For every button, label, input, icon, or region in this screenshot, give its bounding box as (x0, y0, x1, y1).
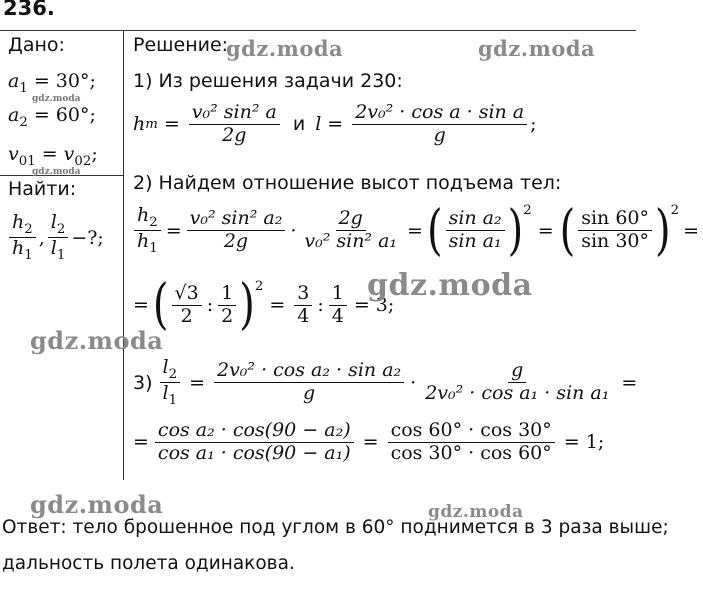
given-v: $v_{01} = v_{02}$; (8, 143, 98, 169)
formula-distance-ratio: 3) $\frac{l_2}{l_1}$ = $\frac{\text{2v₀² · cos a₂ · sin a₂}}{g}$ · $\frac{g}{\text{2v₀² · cos a₁ · sin a₁}}$ = (133, 356, 638, 408)
formula-hm-l: h m = $\frac{\text{v₀² sin² a}}{2g}$ и l = $\frac{\text{2v₀² · cos a · sin a}}{g}$ ; (133, 101, 537, 146)
step-2-text: 2) Найдем отношение высот подъема тел: (133, 172, 562, 194)
formula-cos-result: = $\frac{\text{cos a₂ · cos(90 − a₂)}}{\text{cos a₁ · cos(90 − a₁)}}$ = $\frac{\cos 60^\circ \cdot \cos 30^\circ}{\cos 30^\circ \cdot \cos 60^\circ}$ = 1; (133, 419, 605, 464)
given-heading: Дано: (8, 34, 65, 56)
watermark-gdz-moda: gdz.moda (226, 36, 344, 61)
divider-vertical (123, 30, 124, 480)
watermark-gdz-moda: gdz.moda (367, 268, 533, 303)
answer-line-2: дальность полета одинакова. (2, 553, 295, 574)
problem-number: 236. (3, 0, 55, 20)
formula-height-ratio: $\frac{h_2}{h_1}$ = $\frac{\text{v₀² sin² a₂}}{2g}$ · $\frac{2g}{\text{v₀² sin² a₁}}$ = ( $\frac{\text{sin a₂}}{\text{sin a₁}}$ ) $^2$ = ( $\frac{\sin 60^\circ}{\sin 30^\circ}$ ) $^2$ = (131, 205, 703, 256)
watermark-gdz-moda: gdz.moda (428, 502, 524, 522)
answer-line-1: Ответ: тело брошенное под углом в 60° поднимется в 3 раза выше; (2, 517, 669, 538)
watermark-small: gdz.moda (32, 94, 81, 104)
formula-sqrt-result: = ( $\frac{√3}{2}$ : $\frac{1}{2}$ ) $^2$ = $\frac{3}{4}$ : $\frac{1}{4}$ = 3; (133, 274, 395, 337)
step-1-text: 1) Из решения задачи 230: (133, 70, 403, 92)
top-rule (0, 30, 636, 31)
watermark-gdz-moda: gdz.moda (30, 490, 164, 519)
find-expression: $\frac{h_2}{h_1}$ , $\frac{l_2}{l_1}$ −?; (6, 212, 104, 263)
solution-heading: Решение: (133, 34, 229, 56)
watermark-gdz-moda: gdz.moda (478, 36, 596, 61)
given-a1: $a_1 = 30^\circ$; (8, 70, 96, 96)
find-heading: Найти: (8, 178, 77, 200)
given-a2: $a_2 = 60^\circ$; (8, 104, 96, 130)
watermark-small: gdz.moda (32, 167, 81, 177)
watermark-gdz-moda: gdz.moda (30, 326, 164, 355)
